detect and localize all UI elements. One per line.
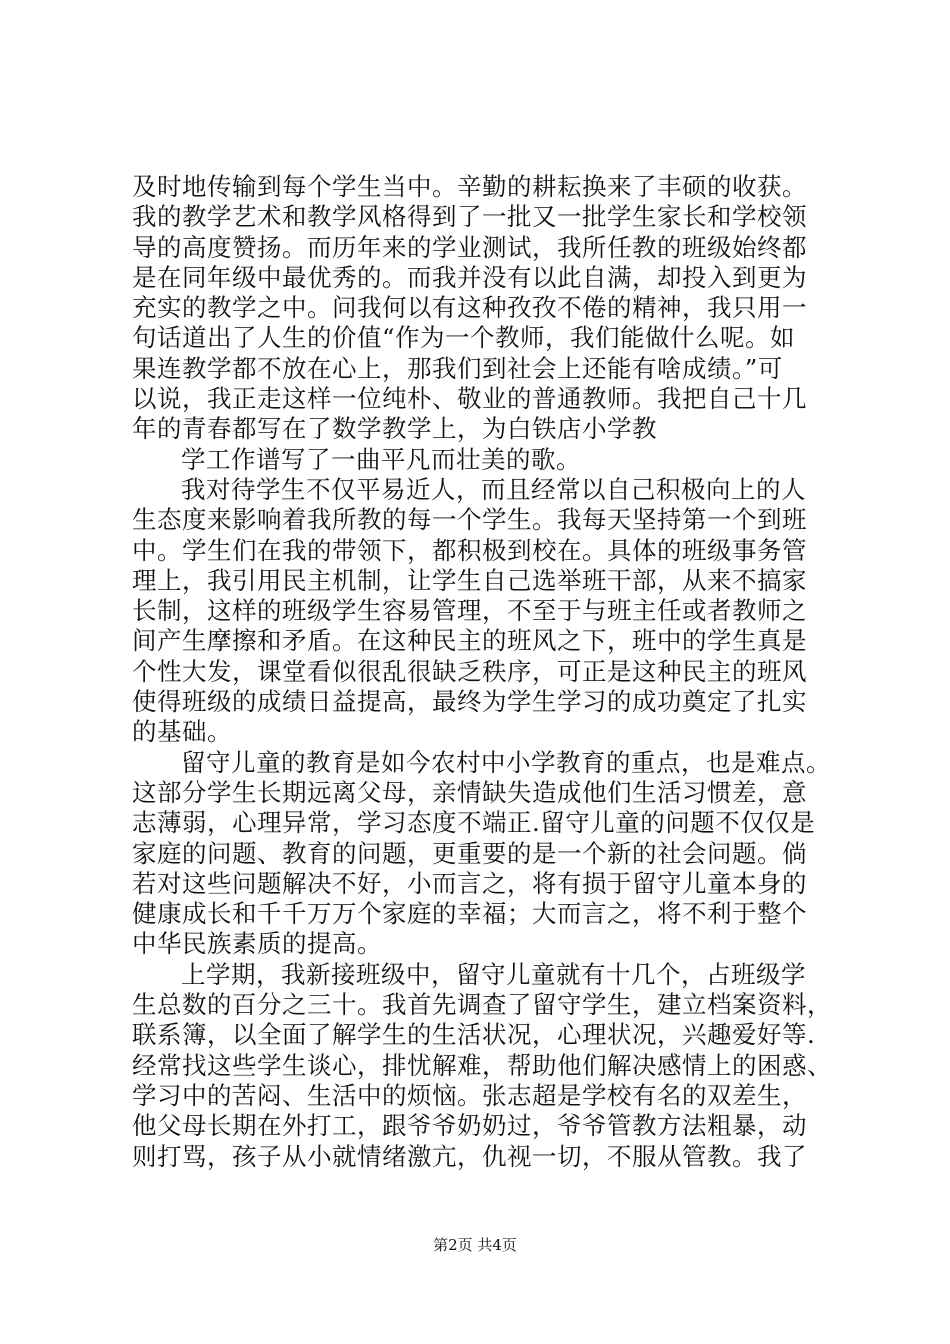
text-line: 个性大发，课堂看似很乱很缺乏秩序，可正是这种民主的班风 [132,656,807,686]
text-line: 长制，这样的班级学生容易管理，不至于与班主任或者教师之 [132,596,807,626]
text-line: 理上，我引用民主机制，让学生自己选举班干部，从来不搞家 [132,565,807,595]
text-line: 经常找这些学生谈心，排忧解难，帮助他们解决感情上的困惑、 [132,1050,832,1080]
document-body [132,172,832,1172]
text-line: 使得班级的成绩日益提高，最终为学生学习的成功奠定了扎实 [132,687,807,717]
text-line: 家庭的问题、教育的问题，更重要的是一个新的社会问题。倘 [132,838,807,868]
text-line: 中。学生们在我的带领下，都积极到校在。具体的班级事务管 [132,535,807,565]
text-line: 留守儿童的教育是如今农村中小学教育的重点，也是难点。 [181,747,831,777]
text-line: 中华民族素质的提高。 [132,929,382,959]
text-line: 志薄弱，心理异常，学习态度不端正.留守儿童的问题不仅仅是 [132,808,816,838]
text-line: 他父母长期在外打工，跟爷爷奶奶过，爷爷管教方法粗暴，动 [132,1111,807,1141]
text-line: 导的高度赞扬。而历年来的学业测试，我所任教的班级始终都 [132,232,807,262]
text-line: 这部分学生长期远离父母，亲情缺失造成他们生活习惯差，意 [132,777,807,807]
text-line: 是在同年级中最优秀的。而我并没有以此自满，却投入到更为 [132,262,807,292]
text-line: 学习中的苦闷、生活中的烦恼。张志超是学校有名的双差生， [132,1080,807,1110]
text-line: 充实的教学之中。问我何以有这种孜孜不倦的精神，我只用一 [132,293,807,323]
text-line: 的基础。 [132,717,232,747]
text-line: 句话道出了人生的价值“作为一个教师，我们能做什么呢。如 [132,323,796,353]
text-line: 间产生摩擦和矛盾。在这种民主的班风之下，班中的学生真是 [132,626,807,656]
text-line: 我的教学艺术和教学风格得到了一批又一批学生家长和学校领 [132,202,807,232]
text-line: 我对待学生不仅平易近人，而且经常以自己积极向上的人 [181,474,806,504]
text-line: 则打骂，孩子从小就情绪激亢，仇视一切，不服从管教。我了 [132,1141,807,1171]
text-line: 生态度来影响着我所教的每一个学生。我每天坚持第一个到班 [132,505,807,535]
text-line: 上学期，我新接班级中，留守儿童就有十几个，占班级学 [181,959,806,989]
text-line: 生总数的百分之三十。我首先调查了留守学生，建立档案资料， [132,990,832,1020]
text-line: 以说，我正走这样一位纯朴、敬业的普通教师。我把自己十几 [132,384,807,414]
text-line: 及时地传输到每个学生当中。辛勤的耕耘换来了丰硕的收获。 [132,172,807,201]
page-footer: 第2页 共4页 [433,1236,517,1254]
text-line: 果连教学都不放在心上，那我们到社会上还能有啥成绩。”可 [132,353,783,383]
text-line: 健康成长和千千万万个家庭的幸福；大而言之，将不利于整个 [132,899,807,929]
text-line: 年的青春都写在了数学教学上，为白铁店小学教 [132,414,657,444]
text-line: 若对这些问题解决不好，小而言之，将有损于留守儿童本身的 [132,868,807,898]
text-line: 联系簿，以全面了解学生的生活状况，心理状况，兴趣爱好等. [132,1020,816,1050]
text-line: 学工作谱写了一曲平凡而壮美的歌。 [181,444,581,474]
